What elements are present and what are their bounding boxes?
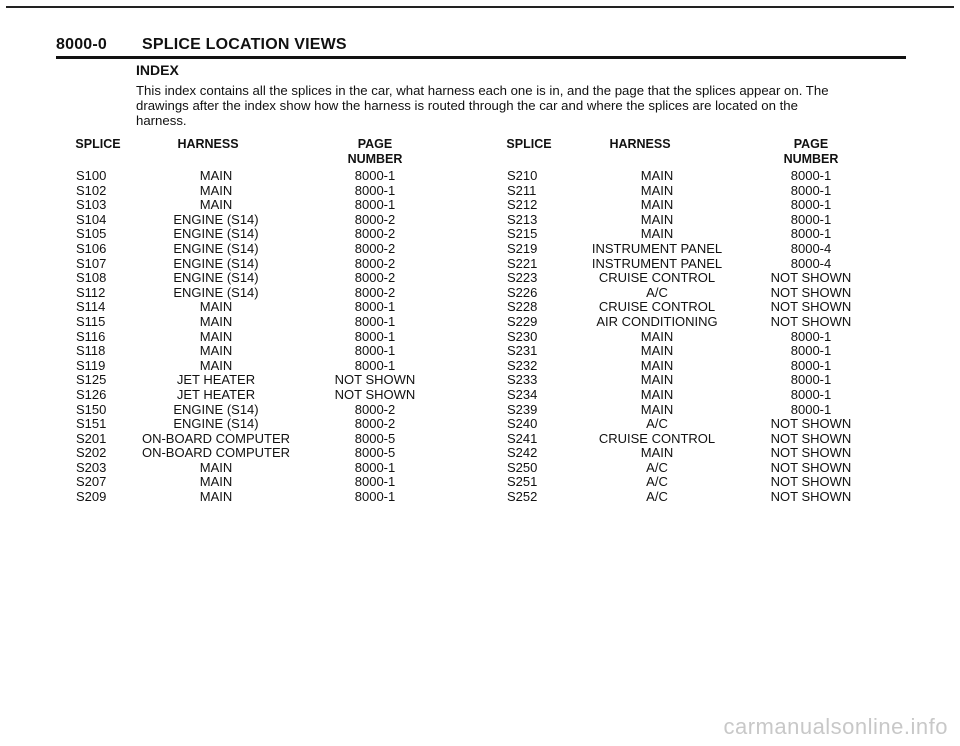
- page-number: NOT SHOWN: [334, 372, 416, 388]
- harness-name: MAIN: [199, 328, 233, 344]
- page-number: 8000-2: [354, 401, 396, 417]
- table-row: [507, 198, 897, 213]
- page-number: NOT SHOWN: [770, 299, 852, 315]
- page-number: NOT SHOWN: [770, 416, 852, 432]
- table-row: [76, 286, 456, 301]
- table-row: [76, 300, 456, 315]
- splice-id: S126: [76, 386, 107, 402]
- splice-id: S108: [76, 270, 107, 286]
- harness-name: MAIN: [199, 313, 233, 329]
- table-row: [76, 475, 456, 490]
- left-splice-table: [76, 169, 456, 505]
- harness-name: MAIN: [199, 197, 233, 213]
- harness-name: MAIN: [640, 401, 674, 417]
- splice-id: S219: [507, 240, 538, 256]
- splice-id: S230: [507, 328, 538, 344]
- right-harness-header: HARNESS: [609, 137, 671, 151]
- page-title: SPLICE LOCATION VIEWS: [142, 36, 347, 53]
- right-page-number-header: [752, 137, 870, 167]
- header-rule: [56, 56, 906, 59]
- harness-name: MAIN: [640, 226, 674, 242]
- table-row: [507, 300, 897, 315]
- harness-name: MAIN: [199, 489, 233, 505]
- harness-name: A/C: [646, 489, 668, 505]
- table-row: [76, 227, 456, 242]
- intro-paragraph: This index contains all the splices in the car, what harness each one is in, and the page that the splices appear on. The drawings after the index show how the harness is routed through the car and where the splices are located on the harness.: [136, 83, 829, 128]
- page-number: 8000-1: [790, 168, 832, 183]
- splice-id: S252: [507, 489, 538, 505]
- page-number: 8000-1: [354, 357, 396, 373]
- table-row: [507, 227, 897, 242]
- page-number: 8000-1: [790, 372, 832, 388]
- table-row: [507, 417, 897, 432]
- table-row: [76, 388, 456, 403]
- table-row: [76, 213, 456, 228]
- table-row: [76, 432, 456, 447]
- left-page-number-header: [316, 137, 434, 167]
- table-row: [76, 315, 456, 330]
- table-row: [76, 169, 456, 184]
- table-row: [507, 373, 897, 388]
- harness-name: INSTRUMENT PANEL: [591, 240, 723, 256]
- table-row: [507, 403, 897, 418]
- harness-name: MAIN: [640, 197, 674, 213]
- page-number: 8000-4: [790, 255, 832, 271]
- harness-name: AIR CONDITIONING: [596, 313, 718, 329]
- harness-name: MAIN: [640, 386, 674, 402]
- table-row: [507, 388, 897, 403]
- right-splice-table: [507, 169, 897, 505]
- table-row: [76, 359, 456, 374]
- page-number: 8000-1: [790, 401, 832, 417]
- harness-name: MAIN: [640, 343, 674, 359]
- page-number: NOT SHOWN: [770, 270, 852, 286]
- splice-id: S228: [507, 299, 538, 315]
- page-number: 8000-5: [354, 445, 396, 461]
- table-row: [507, 359, 897, 374]
- page-number: 8000-1: [354, 459, 396, 475]
- splice-id: S229: [507, 313, 538, 329]
- table-row: [507, 490, 897, 505]
- splice-id: S207: [76, 474, 107, 490]
- page-number: 8000-1: [354, 328, 396, 344]
- harness-name: ENGINE (S14): [173, 416, 259, 432]
- table-row: [507, 344, 897, 359]
- splice-id: S226: [507, 284, 538, 300]
- splice-id: S232: [507, 357, 538, 373]
- page-number: 8000-1: [790, 386, 832, 402]
- splice-id: S241: [507, 430, 538, 446]
- splice-id: S239: [507, 401, 538, 417]
- harness-name: MAIN: [640, 372, 674, 388]
- harness-name: MAIN: [199, 299, 233, 315]
- table-row: [507, 271, 897, 286]
- harness-name: CRUISE CONTROL: [598, 430, 716, 446]
- left-harness-header: HARNESS: [177, 137, 239, 151]
- splice-id: S213: [507, 211, 538, 227]
- table-row: [76, 330, 456, 345]
- table-row: [76, 257, 456, 272]
- splice-id: S215: [507, 226, 538, 242]
- page-number: 8000-2: [354, 270, 396, 286]
- table-row: [76, 198, 456, 213]
- harness-name: CRUISE CONTROL: [598, 270, 716, 286]
- harness-name: ENGINE (S14): [173, 270, 259, 286]
- splice-id: S209: [76, 489, 107, 505]
- page-number: 8000-2: [354, 226, 396, 242]
- page-number: 8000-1: [354, 343, 396, 359]
- page-number: 8000-1: [354, 299, 396, 315]
- page-number: 8000-2: [354, 416, 396, 432]
- page-number: 8000-4: [790, 240, 832, 256]
- harness-name: ENGINE (S14): [173, 255, 259, 271]
- harness-name: MAIN: [199, 459, 233, 475]
- splice-id: S201: [76, 430, 107, 446]
- harness-name: ENGINE (S14): [173, 284, 259, 300]
- section-number: 8000-0: [56, 36, 108, 53]
- harness-name: MAIN: [199, 474, 233, 490]
- harness-name: MAIN: [199, 357, 233, 373]
- harness-name: ON-BOARD COMPUTER: [141, 445, 291, 461]
- splice-id: S104: [76, 211, 107, 227]
- page-header: [56, 36, 347, 54]
- table-row: [76, 403, 456, 418]
- page-number: 8000-1: [354, 474, 396, 490]
- splice-id: S107: [76, 255, 107, 271]
- page-number: NOT SHOWN: [334, 386, 416, 402]
- harness-name: ENGINE (S14): [173, 401, 259, 417]
- page-number: 8000-2: [354, 240, 396, 256]
- page-number: 8000-1: [790, 328, 832, 344]
- splice-id: S233: [507, 372, 538, 388]
- harness-name: MAIN: [199, 182, 233, 198]
- splice-id: S125: [76, 372, 107, 388]
- page-number: 8000-1: [790, 226, 832, 242]
- harness-name: ON-BOARD COMPUTER: [141, 430, 291, 446]
- harness-name: A/C: [646, 459, 668, 475]
- splice-id: S234: [507, 386, 538, 402]
- splice-id: S116: [76, 328, 106, 344]
- table-row: [507, 475, 897, 490]
- left-page-header-line2: NUMBER: [347, 152, 403, 166]
- table-row: [507, 330, 897, 345]
- table-row: [76, 373, 456, 388]
- table-row: [507, 315, 897, 330]
- table-row: [76, 461, 456, 476]
- page-number: 8000-1: [790, 197, 832, 213]
- harness-name: MAIN: [640, 211, 674, 227]
- table-row: [507, 213, 897, 228]
- right-splice-header: SPLICE: [506, 137, 552, 151]
- table-row: [76, 446, 456, 461]
- splice-id: S250: [507, 459, 538, 475]
- table-row: [507, 242, 897, 257]
- table-row: [507, 169, 897, 184]
- left-splice-header: SPLICE: [75, 137, 121, 151]
- harness-name: ENGINE (S14): [173, 211, 259, 227]
- splice-id: S211: [507, 182, 537, 198]
- page-number: 8000-1: [790, 343, 832, 359]
- page-number: 8000-1: [354, 168, 396, 183]
- harness-name: MAIN: [640, 357, 674, 373]
- splice-id: S210: [507, 168, 538, 183]
- splice-id: S115: [76, 313, 106, 329]
- splice-id: S105: [76, 226, 107, 242]
- splice-id: S102: [76, 182, 107, 198]
- harness-name: MAIN: [640, 328, 674, 344]
- harness-name: CRUISE CONTROL: [598, 299, 716, 315]
- harness-name: ENGINE (S14): [173, 240, 259, 256]
- splice-id: S202: [76, 445, 107, 461]
- harness-name: MAIN: [640, 445, 674, 461]
- page-number: 8000-2: [354, 255, 396, 271]
- splice-id: S100: [76, 168, 107, 183]
- table-row: [507, 257, 897, 272]
- harness-name: JET HEATER: [176, 372, 256, 388]
- splice-id: S150: [76, 401, 107, 417]
- splice-id: S114: [76, 299, 106, 315]
- table-row: [76, 417, 456, 432]
- table-row: [507, 286, 897, 301]
- table-row: [507, 461, 897, 476]
- splice-id: S251: [507, 474, 538, 490]
- splice-id: S203: [76, 459, 107, 475]
- page-number: NOT SHOWN: [770, 284, 852, 300]
- page-number: 8000-2: [354, 211, 396, 227]
- right-page-header-line1: PAGE: [793, 137, 829, 151]
- splice-id: S118: [76, 343, 106, 359]
- harness-name: MAIN: [640, 168, 674, 183]
- page-number: 8000-1: [790, 211, 832, 227]
- harness-name: MAIN: [199, 168, 233, 183]
- table-row: [76, 490, 456, 505]
- table-row: [76, 242, 456, 257]
- page-number: NOT SHOWN: [770, 430, 852, 446]
- page-number: NOT SHOWN: [770, 459, 852, 475]
- table-row: [76, 184, 456, 199]
- splice-id: S103: [76, 197, 107, 213]
- splice-id: S106: [76, 240, 107, 256]
- splice-id: S231: [507, 343, 538, 359]
- table-row: [76, 344, 456, 359]
- table-row: [507, 432, 897, 447]
- page-number: 8000-1: [354, 197, 396, 213]
- page-number: NOT SHOWN: [770, 489, 852, 505]
- table-row: [76, 271, 456, 286]
- left-page-header-line1: PAGE: [357, 137, 393, 151]
- page-number: 8000-1: [354, 313, 396, 329]
- harness-name: JET HEATER: [176, 386, 256, 402]
- splice-id: S240: [507, 416, 538, 432]
- page-number: 8000-5: [354, 430, 396, 446]
- harness-name: A/C: [646, 416, 668, 432]
- harness-name: ENGINE (S14): [173, 226, 259, 242]
- section-title: INDEX: [136, 62, 179, 78]
- page-number: NOT SHOWN: [770, 313, 852, 329]
- page-number: 8000-2: [354, 284, 396, 300]
- top-rule: [6, 6, 954, 8]
- splice-id: S112: [76, 284, 106, 300]
- harness-name: A/C: [646, 284, 668, 300]
- page-number: NOT SHOWN: [770, 445, 852, 461]
- splice-id: S223: [507, 270, 538, 286]
- splice-id: S119: [76, 357, 106, 373]
- page-number: NOT SHOWN: [770, 474, 852, 490]
- splice-id: S221: [507, 255, 538, 271]
- splice-id: S151: [76, 416, 107, 432]
- page-number: 8000-1: [354, 489, 396, 505]
- page-number: 8000-1: [790, 182, 832, 198]
- watermark: carmanualsonline.info: [723, 714, 948, 739]
- harness-name: A/C: [646, 474, 668, 490]
- splice-id: S212: [507, 197, 538, 213]
- page-number: 8000-1: [790, 357, 832, 373]
- splice-id: S242: [507, 445, 538, 461]
- harness-name: INSTRUMENT PANEL: [591, 255, 723, 271]
- harness-name: MAIN: [640, 182, 674, 198]
- page-number: 8000-1: [354, 182, 396, 198]
- table-row: [507, 184, 897, 199]
- table-row: [507, 446, 897, 461]
- right-page-header-line2: NUMBER: [783, 152, 839, 166]
- harness-name: MAIN: [199, 343, 233, 359]
